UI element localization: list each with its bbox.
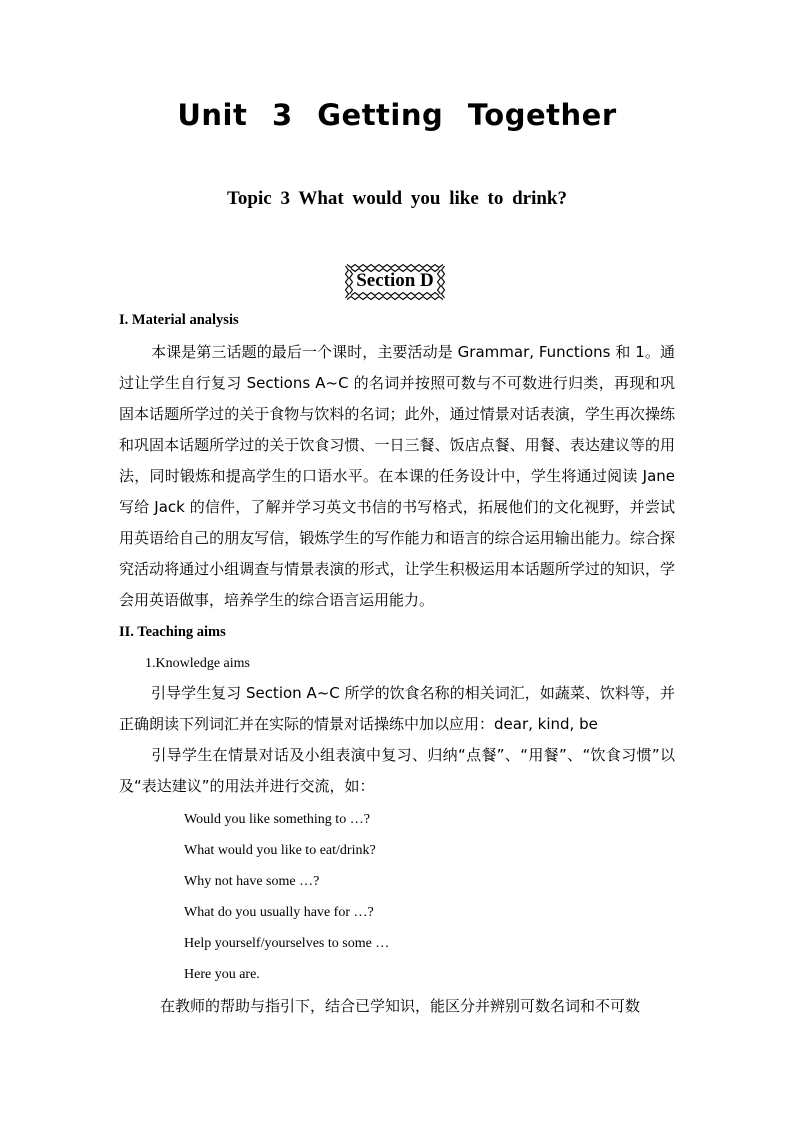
example-sentence: Here you are. [184, 967, 260, 982]
topic-title: Topic 3 What would you like to drink? [226, 188, 567, 209]
aims-text-1: 引导学生复习 Section A~C 所学的饮食名称的相关词汇，如蔬菜、饮料等，并正确朗读下列词汇并在实际的情景对话操练中加以应用：dear, kind, be [119, 684, 675, 733]
page-title: Unit 3 Getting Together [177, 98, 617, 132]
section-label-box [344, 263, 446, 301]
example-sentence: Would you like something to …? [184, 812, 370, 827]
aims-heading: II. Teaching aims [119, 624, 226, 640]
section-label: Section D [356, 270, 434, 291]
aims-paragraph-2 [119, 740, 675, 802]
last-line: 在教师的帮助与指引下，结合已学知识，能区分并辨别可数名词和不可数 [160, 997, 641, 1015]
material-text: 本课是第三话题的最后一个课时，主要活动是 Grammar, Functions 和 1。通过让学生自行复习 Sections A~C 的名词并按照可数与不可数进行归类，再现和巩固本话题所学过的关于食物与饮料的名词；此外，通过情景对话表演，学生再次操练和巩固本话题所学过的关于饮食习惯、一日三餐、饭店点餐、用餐、表达建议等的用法，同时锻炼和提高学生的口语水平。在本课的任务设计中，学生将通过阅读 Jane 写给 Jack 的信件，了解并学习英文书信的书写格式，拓展他们的文化视野，并尝试用英语给自己的朋友写信，锻炼学生的写作能力和语言的综合运用输出能力。综合探究活动将通过小组调查与情景表演的形式，让学生积极运用本话题所学过的知识，学会用英语做事，培养学生的综合语言运用能力。 [119, 343, 675, 609]
aims-paragraph-1 [119, 678, 675, 740]
example-sentence: What do you usually have for …? [184, 905, 374, 920]
example-sentence: Why not have some …? [184, 874, 320, 889]
example-sentence: Help yourself/yourselves to some … [184, 936, 390, 951]
example-sentence: What would you like to eat/drink? [184, 843, 376, 858]
material-heading: I. Material analysis [119, 312, 239, 328]
aims-text-2: 引导学生在情景对话及小组表演中复习、归纳“点餐”、“用餐”、“饮食习惯”以及“表达建议”的用法并进行交流，如： [119, 746, 675, 795]
knowledge-aims-label: 1.Knowledge aims [145, 656, 250, 671]
material-paragraph [119, 337, 675, 616]
